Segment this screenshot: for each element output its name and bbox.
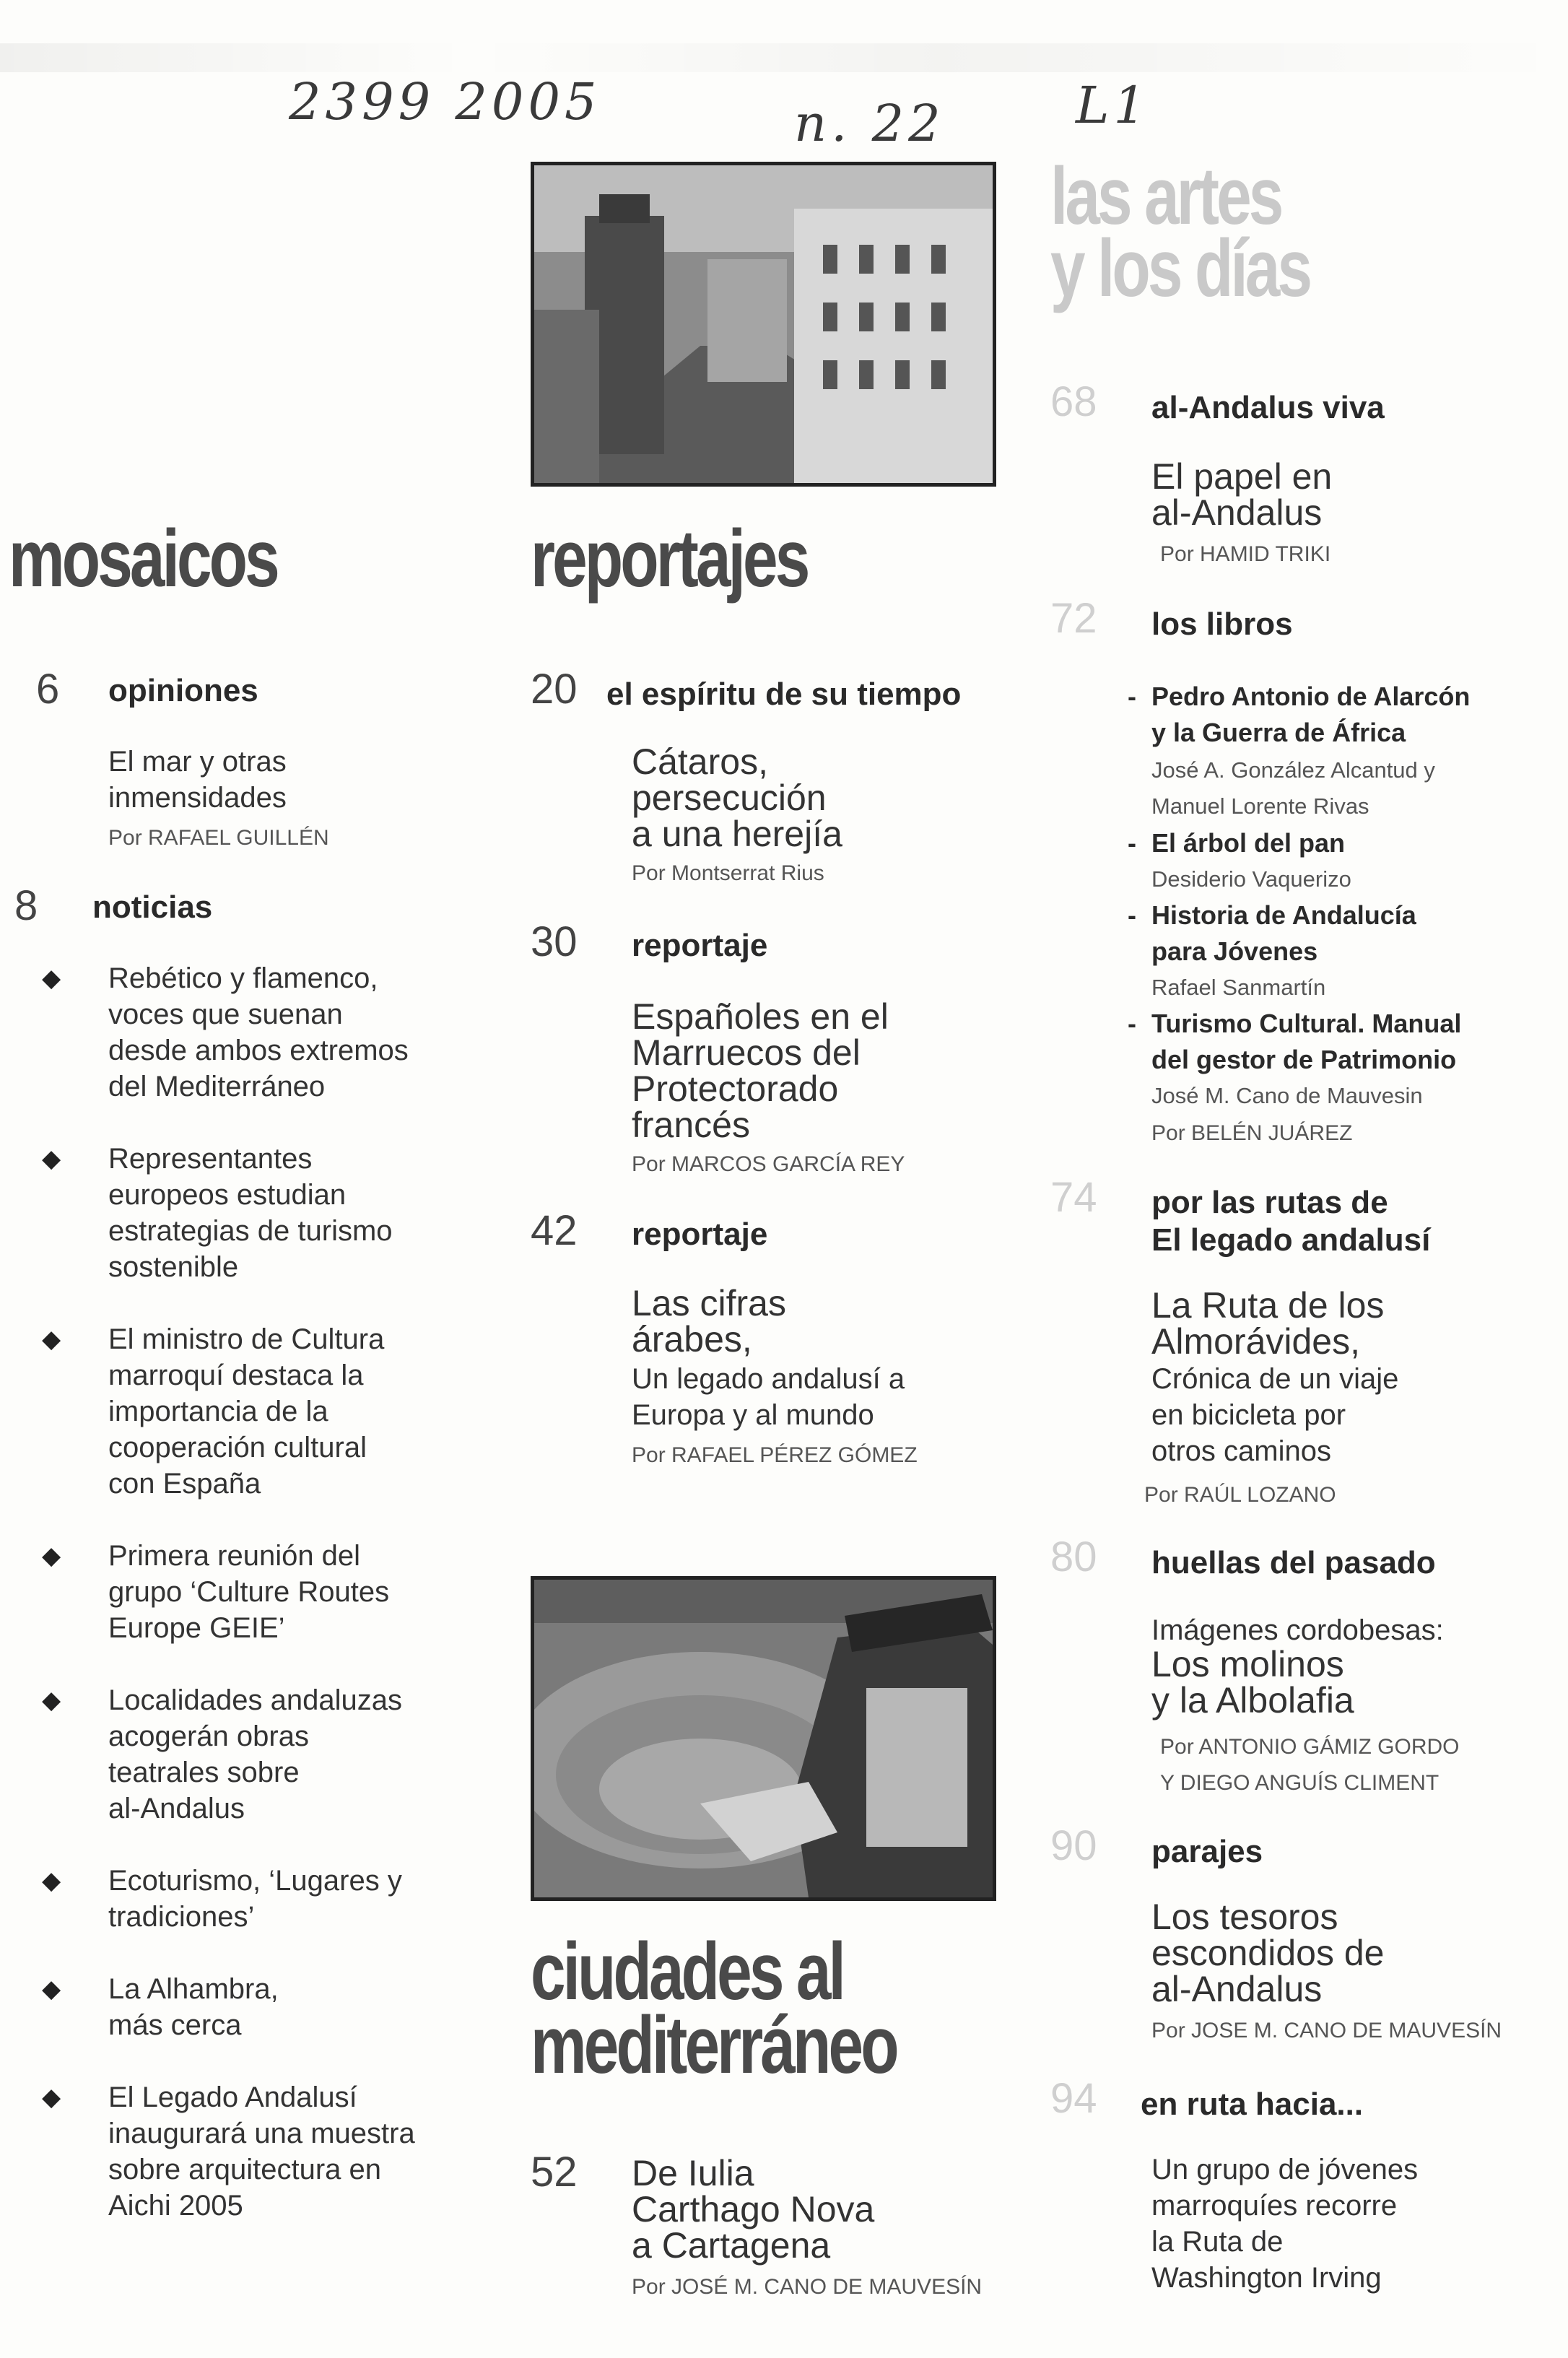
- street-photo-illustration: [534, 165, 993, 483]
- category-label: huellas del pasado: [1151, 1545, 1436, 1580]
- byline: Por JOSÉ M. CANO DE MAUVESÍN: [632, 2275, 983, 2299]
- news-item: Primera reunión del grupo ‘Culture Routes Europe GEIE’: [108, 1540, 390, 1644]
- scan-shadow: [0, 43, 1568, 72]
- category-label: el espíritu de su tiempo: [606, 676, 962, 712]
- book-title: Turismo Cultural. Manual del gestor de Patrimonio: [1151, 1009, 1462, 1074]
- byline: Por RAÚL LOZANO: [1144, 1483, 1336, 1507]
- page-number: 74: [1050, 1174, 1097, 1221]
- page-number: 90: [1050, 1822, 1097, 1869]
- category-label: reportaje: [632, 1217, 768, 1252]
- bullet-diamond-icon: ◆: [42, 1145, 61, 1173]
- book-author: José M. Cano de Mauvesin: [1151, 1083, 1423, 1108]
- category-label: al-Andalus viva: [1151, 390, 1385, 425]
- bullet-diamond-icon: ◆: [42, 1687, 61, 1714]
- amphitheater-photo-illustration: [534, 1580, 993, 1897]
- book-dash: -: [1128, 1009, 1136, 1038]
- page-number: 6: [36, 666, 60, 713]
- bullet-diamond-icon: ◆: [42, 1867, 61, 1894]
- book-author: Desiderio Vaquerizo: [1151, 866, 1351, 892]
- article-title: Los molinos y la Albolafia: [1151, 1644, 1354, 1720]
- category-label: parajes: [1151, 1834, 1263, 1869]
- article-title: El papel en al-Andalus: [1151, 456, 1333, 533]
- book-title: Pedro Antonio de Alarcón y la Guerra de África: [1151, 682, 1471, 747]
- article-title: Cátaros, persecución a una herejía: [632, 741, 842, 854]
- page-number: 94: [1050, 2075, 1097, 2122]
- news-item: Rebético y flamenco, voces que suenan desde ambos extremos del Mediterráneo: [108, 962, 409, 1102]
- book-dash: -: [1128, 900, 1136, 930]
- category-label: por las rutas de El legado andalusí: [1151, 1185, 1431, 1258]
- article-pretitle: Imágenes cordobesas:: [1151, 1614, 1444, 1646]
- photo-street-scene: [531, 162, 996, 487]
- category-label: los libros: [1151, 606, 1293, 642]
- section-heading-mosaicos: mosaicos: [9, 513, 277, 604]
- book-author: Rafael Sanmartín: [1151, 975, 1326, 1000]
- article-title: El mar y otras inmensidades: [108, 746, 287, 814]
- article-title: Españoles en el Marruecos del Protectorado francés: [632, 996, 889, 1145]
- bullet-diamond-icon: ◆: [42, 1326, 61, 1353]
- bullet-diamond-icon: ◆: [42, 965, 61, 992]
- byline: Por RAFAEL PÉREZ GÓMEZ: [632, 1443, 918, 1467]
- article-title: Los tesoros escondidos de al-Andalus: [1151, 1897, 1385, 2009]
- category-label: noticias: [92, 889, 213, 925]
- book-author: José A. González Alcantud y Manuel Lorente Rivas: [1151, 757, 1435, 819]
- news-item: Ecoturismo, ‘Lugares y tradiciones’: [108, 1865, 402, 1933]
- news-item: Representantes europeos estudian estrategias de turismo sostenible: [108, 1143, 393, 1283]
- category-label: opiniones: [108, 673, 258, 708]
- page-number: 42: [531, 1207, 578, 1254]
- page-number: 68: [1050, 378, 1097, 425]
- article-title: Un grupo de jóvenes marroquíes recorre la Ruta de Washington Irving: [1151, 2154, 1419, 2294]
- handwritten-issue: n. 22: [794, 94, 945, 153]
- page-number: 52: [531, 2149, 578, 2196]
- handwritten-ref: 2399 2005: [289, 72, 601, 131]
- byline: Por HAMID TRIKI: [1160, 542, 1331, 566]
- news-item: El ministro de Cultura marroquí destaca la importancia de la cooperación cultural con España: [108, 1323, 385, 1500]
- news-item: Localidades andaluzas acogerán obras teatrales sobre al-Andalus: [108, 1684, 402, 1824]
- byline: Por RAFAEL GUILLÉN: [108, 826, 329, 850]
- section-heading-reportajes: reportajes: [531, 513, 808, 604]
- news-item: El Legado Andalusí inaugurará una muestra sobre arquitectura en Aichi 2005: [108, 2081, 415, 2222]
- book-dash: -: [1128, 828, 1136, 858]
- bullet-diamond-icon: ◆: [42, 2084, 61, 2111]
- news-item: La Alhambra, más cerca: [108, 1973, 279, 2041]
- page-number: 30: [531, 918, 578, 965]
- article-title: De Iulia Carthago Nova a Cartagena: [632, 2153, 875, 2266]
- byline: Por JOSE M. CANO DE MAUVESÍN: [1151, 2019, 1502, 2042]
- book-title: Historia de Andalucía para Jóvenes: [1151, 900, 1416, 966]
- article-subtitle: Un legado andalusí a Europa y al mundo: [632, 1363, 905, 1431]
- book-dash: -: [1128, 682, 1136, 711]
- page-number: 80: [1050, 1533, 1097, 1580]
- article-title: Las cifras árabes,: [632, 1283, 786, 1359]
- byline: Por BELÉN JUÁREZ: [1151, 1121, 1353, 1145]
- bullet-diamond-icon: ◆: [42, 1542, 61, 1570]
- article-subtitle: Crónica de un viaje en bicicleta por otros caminos: [1151, 1363, 1399, 1467]
- page-number: 20: [531, 666, 578, 713]
- section-heading-ciudades: ciudades al mediterráneo: [531, 1926, 897, 2090]
- page-number: 72: [1050, 595, 1097, 642]
- book-title: El árbol del pan: [1151, 828, 1346, 858]
- article-title: La Ruta de los Almorávides,: [1151, 1285, 1385, 1362]
- byline: Por MARCOS GARCÍA REY: [632, 1152, 905, 1176]
- photo-amphitheater: [531, 1576, 996, 1901]
- byline: Por Montserrat Rius: [632, 861, 824, 885]
- byline: Por ANTONIO GÁMIZ GORDO Y DIEGO ANGUÍS CLIMENT: [1160, 1735, 1460, 1795]
- handwritten-code: L1: [1076, 76, 1151, 135]
- category-label: en ruta hacia...: [1141, 2087, 1364, 2122]
- bullet-diamond-icon: ◆: [42, 1975, 61, 2003]
- section-heading-artes: las artes y los días: [1050, 151, 1310, 313]
- page-number: 8: [14, 882, 38, 929]
- category-label: reportaje: [632, 928, 768, 963]
